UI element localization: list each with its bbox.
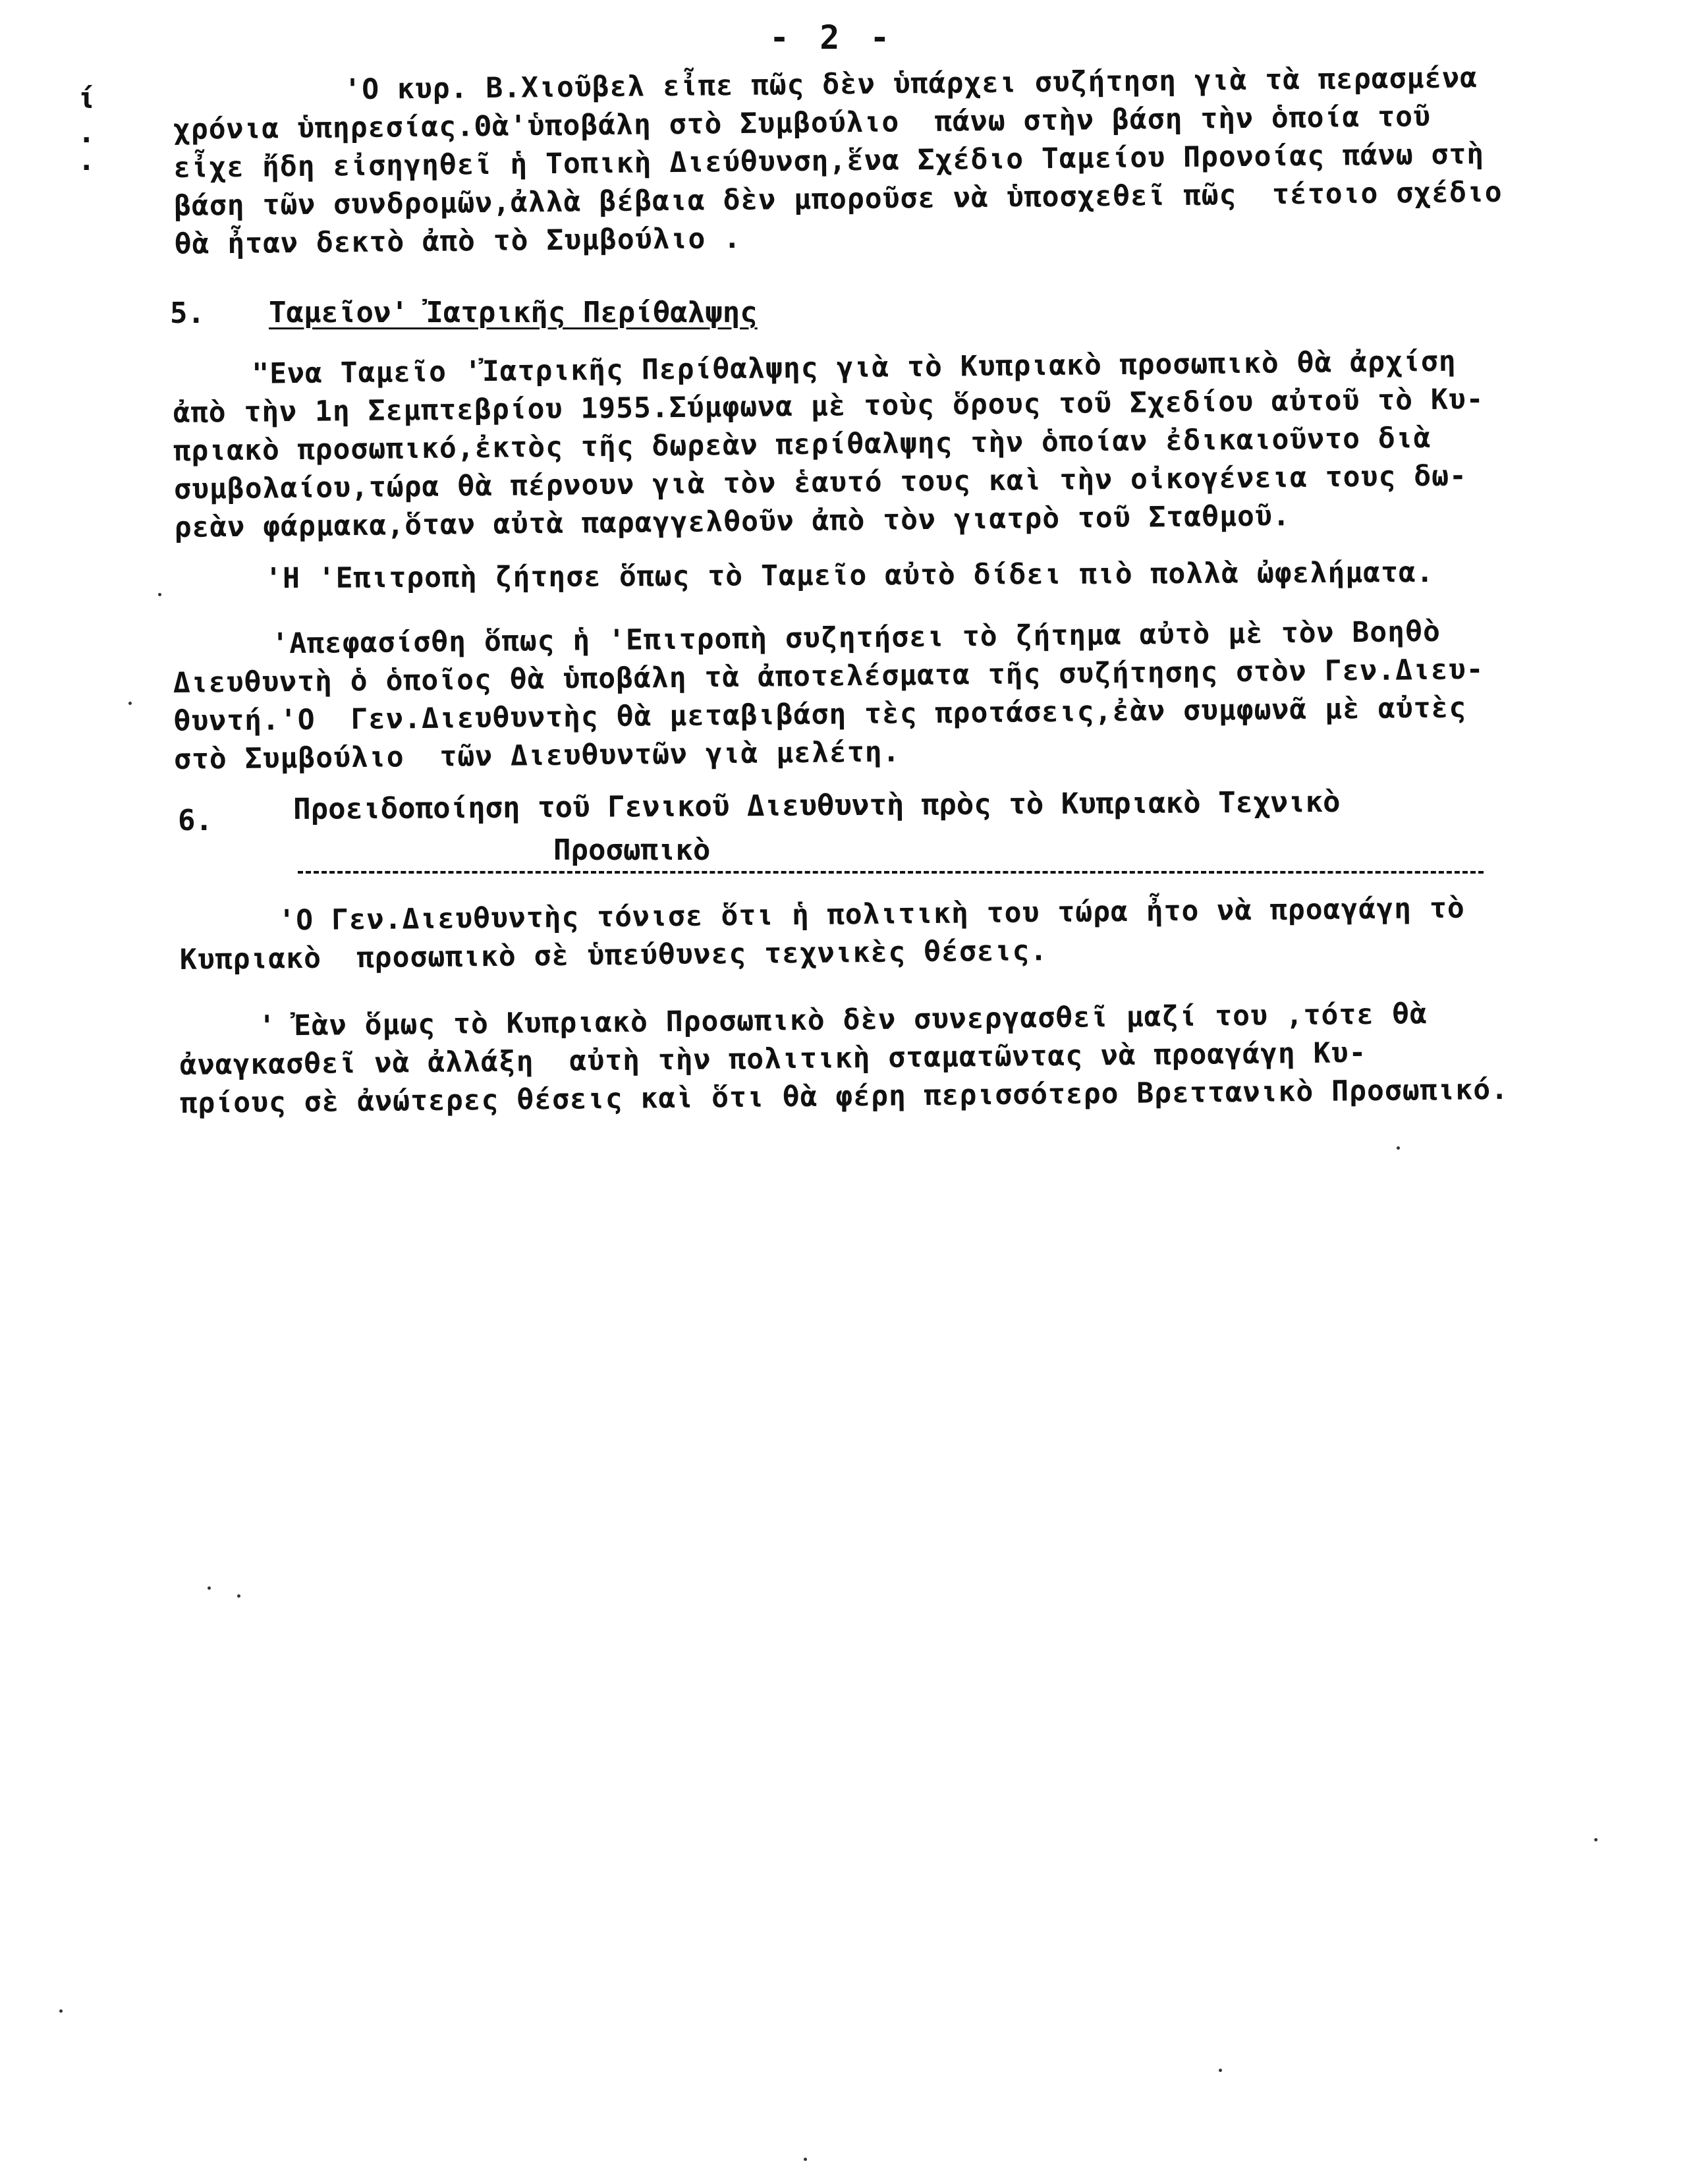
text-line: ἀπὸ τὴν 1η Σεμπτεβρίου 1955.Σύμφωνα μὲ τοὺς ὅρους τοῦ Σχεδίου αὐτοῦ τὸ Κυ-: [173, 383, 1484, 430]
text-line: Διευθυντὴ ὁ ὁποῖος θὰ ὑποβάλη τὰ ἀποτελέσματα τῆς συζήτησης στὸν Γεν.Διευ-: [173, 653, 1484, 700]
paragraph-provident-fund: [173, 59, 1503, 264]
text-line: στὸ Συμβούλιο τῶν Διευθυντῶν γιὰ μελέτη.: [173, 735, 901, 776]
text-line: θὰ ἦταν δεκτὸ ἀπὸ τὸ Συμβούλιο .: [174, 221, 742, 261]
scan-speck: [237, 1594, 240, 1598]
text-line: βάση τῶν συνδρομῶν,ἀλλὰ βέβαια δὲν μποροῦσε νὰ ὑποσχεθεῖ πῶς τέτοιο σχέδιο: [173, 175, 1503, 223]
paragraph-medical-fund: [173, 342, 1486, 547]
section-number: 6.: [178, 804, 213, 837]
section-number: 5.: [170, 296, 205, 330]
text-line: 'Ο κυρ. Β.Χιοῦβελ εἶπε πῶς δὲν ὑπάρχει συζήτηση γιὰ τὰ περασμένα: [344, 61, 1478, 107]
section-heading-warning: Προειδοποίηση τοῦ Γενικοῦ Διευθυντὴ πρὸς τὸ Κυπριακὸ Τεχνικὸ: [293, 785, 1341, 826]
scan-speck: [1219, 2069, 1222, 2072]
scan-speck: [158, 593, 161, 596]
scan-speck: [128, 702, 132, 705]
paragraph-consequence: [179, 994, 1509, 1123]
text-line: θυντή.'Ο Γεν.Διευθυντὴς θὰ μεταβιβάση τὲς προτάσεις,ἐὰν συμφωνᾶ μὲ αὐτὲς: [173, 691, 1467, 738]
scan-speck: [804, 2158, 807, 2161]
text-line: 'Η 'Επιτροπὴ ζήτησε ὅπως τὸ Ταμεῖο αὐτὸ δίδει πιὸ πολλὰ ὠφελήματα.: [265, 555, 1434, 596]
paragraph-decision: [173, 612, 1485, 779]
scan-speck: [59, 2009, 63, 2013]
margin-mark: ί: [78, 82, 96, 115]
text-line: ἀναγκασθεῖ νὰ ἀλλάξη αὐτὴ τὴν πολιτικὴ σταματῶντας νὰ προαγάγη Κυ-: [179, 1036, 1367, 1082]
text-line: χρόνια ὑπηρεσίας.Θὰ'ὑποβάλη στὸ Συμβούλιο πάνω στὴν βάση τὴν ὁποία τοῦ: [173, 100, 1432, 146]
text-line: 'Απεφασίσθη ὅπως ἡ 'Επιτροπὴ συζητήσει τὸ ζήτημα αὐτὸ μὲ τὸν Βοηθὸ: [271, 615, 1441, 661]
scan-speck: [208, 1586, 211, 1590]
section-heading-medical-fund: Ταμεῖον' Ἰατρικῆς Περίθαλψης: [269, 296, 758, 329]
margin-mark: .: [78, 144, 96, 177]
paragraph-committee-request: [173, 553, 1434, 598]
page-number: - 2 -: [769, 18, 895, 57]
scan-speck: [1594, 1838, 1598, 1841]
text-line: συμβολαίου,τώρα θὰ πέρνουν γιὰ τὸν ἑαυτό τους καὶ τὴν οἰκογένεια τους δω-: [173, 459, 1468, 506]
text-line: "Ενα Ταμεῖο 'Ἰατρικῆς Περίθαλψης γιὰ τὸ Κυπριακὸ προσωπικὸ θὰ ἀρχίση: [252, 345, 1457, 391]
paragraph-policy: [179, 889, 1466, 979]
section-heading-warning-line2: Προσωπικὸ: [553, 833, 711, 867]
heading-rule: [298, 871, 1484, 874]
margin-mark: .: [78, 116, 96, 150]
text-line: 'Ο Γεν.Διευθυντὴς τόνισε ὅτι ἡ πολιτικὴ του τώρα ἦτο νὰ προαγάγη τὸ: [278, 891, 1465, 938]
text-line: ρεὰν φάρμακα,ὅταν αὐτὰ παραγγελθοῦν ἀπὸ τὸν γιατρὸ τοῦ Σταθμοῦ.: [174, 499, 1291, 544]
text-line: ' Ἐὰν ὅμως τὸ Κυπριακὸ Προσωπικὸ δὲν συνεργασθεῖ μαζί του ,τότε θὰ: [258, 997, 1428, 1043]
scan-speck: [1397, 1146, 1400, 1150]
text-line: Κυπριακὸ προσωπικὸ σὲ ὑπεύθυνες τεχνικὲς θέσεις.: [179, 934, 1048, 976]
text-line: πριακὸ προσωπικό,ἐκτὸς τῆς δωρεὰν περίθαλψης τὴν ὁποίαν ἐδικαιοῦντο διὰ: [173, 422, 1432, 468]
text-line: πρίους σὲ ἀνώτερες θέσεις καὶ ὅτι θὰ φέρη περισσότερο Βρεττανικὸ Προσωπικό.: [180, 1073, 1509, 1120]
text-line: εἶχε ἤδη εἰσηγηθεῖ ἡ Τοπικὴ Διεύθυνση,ἕνα Σχέδιο Ταμείου Προνοίας πάνω στὴ: [173, 138, 1485, 184]
